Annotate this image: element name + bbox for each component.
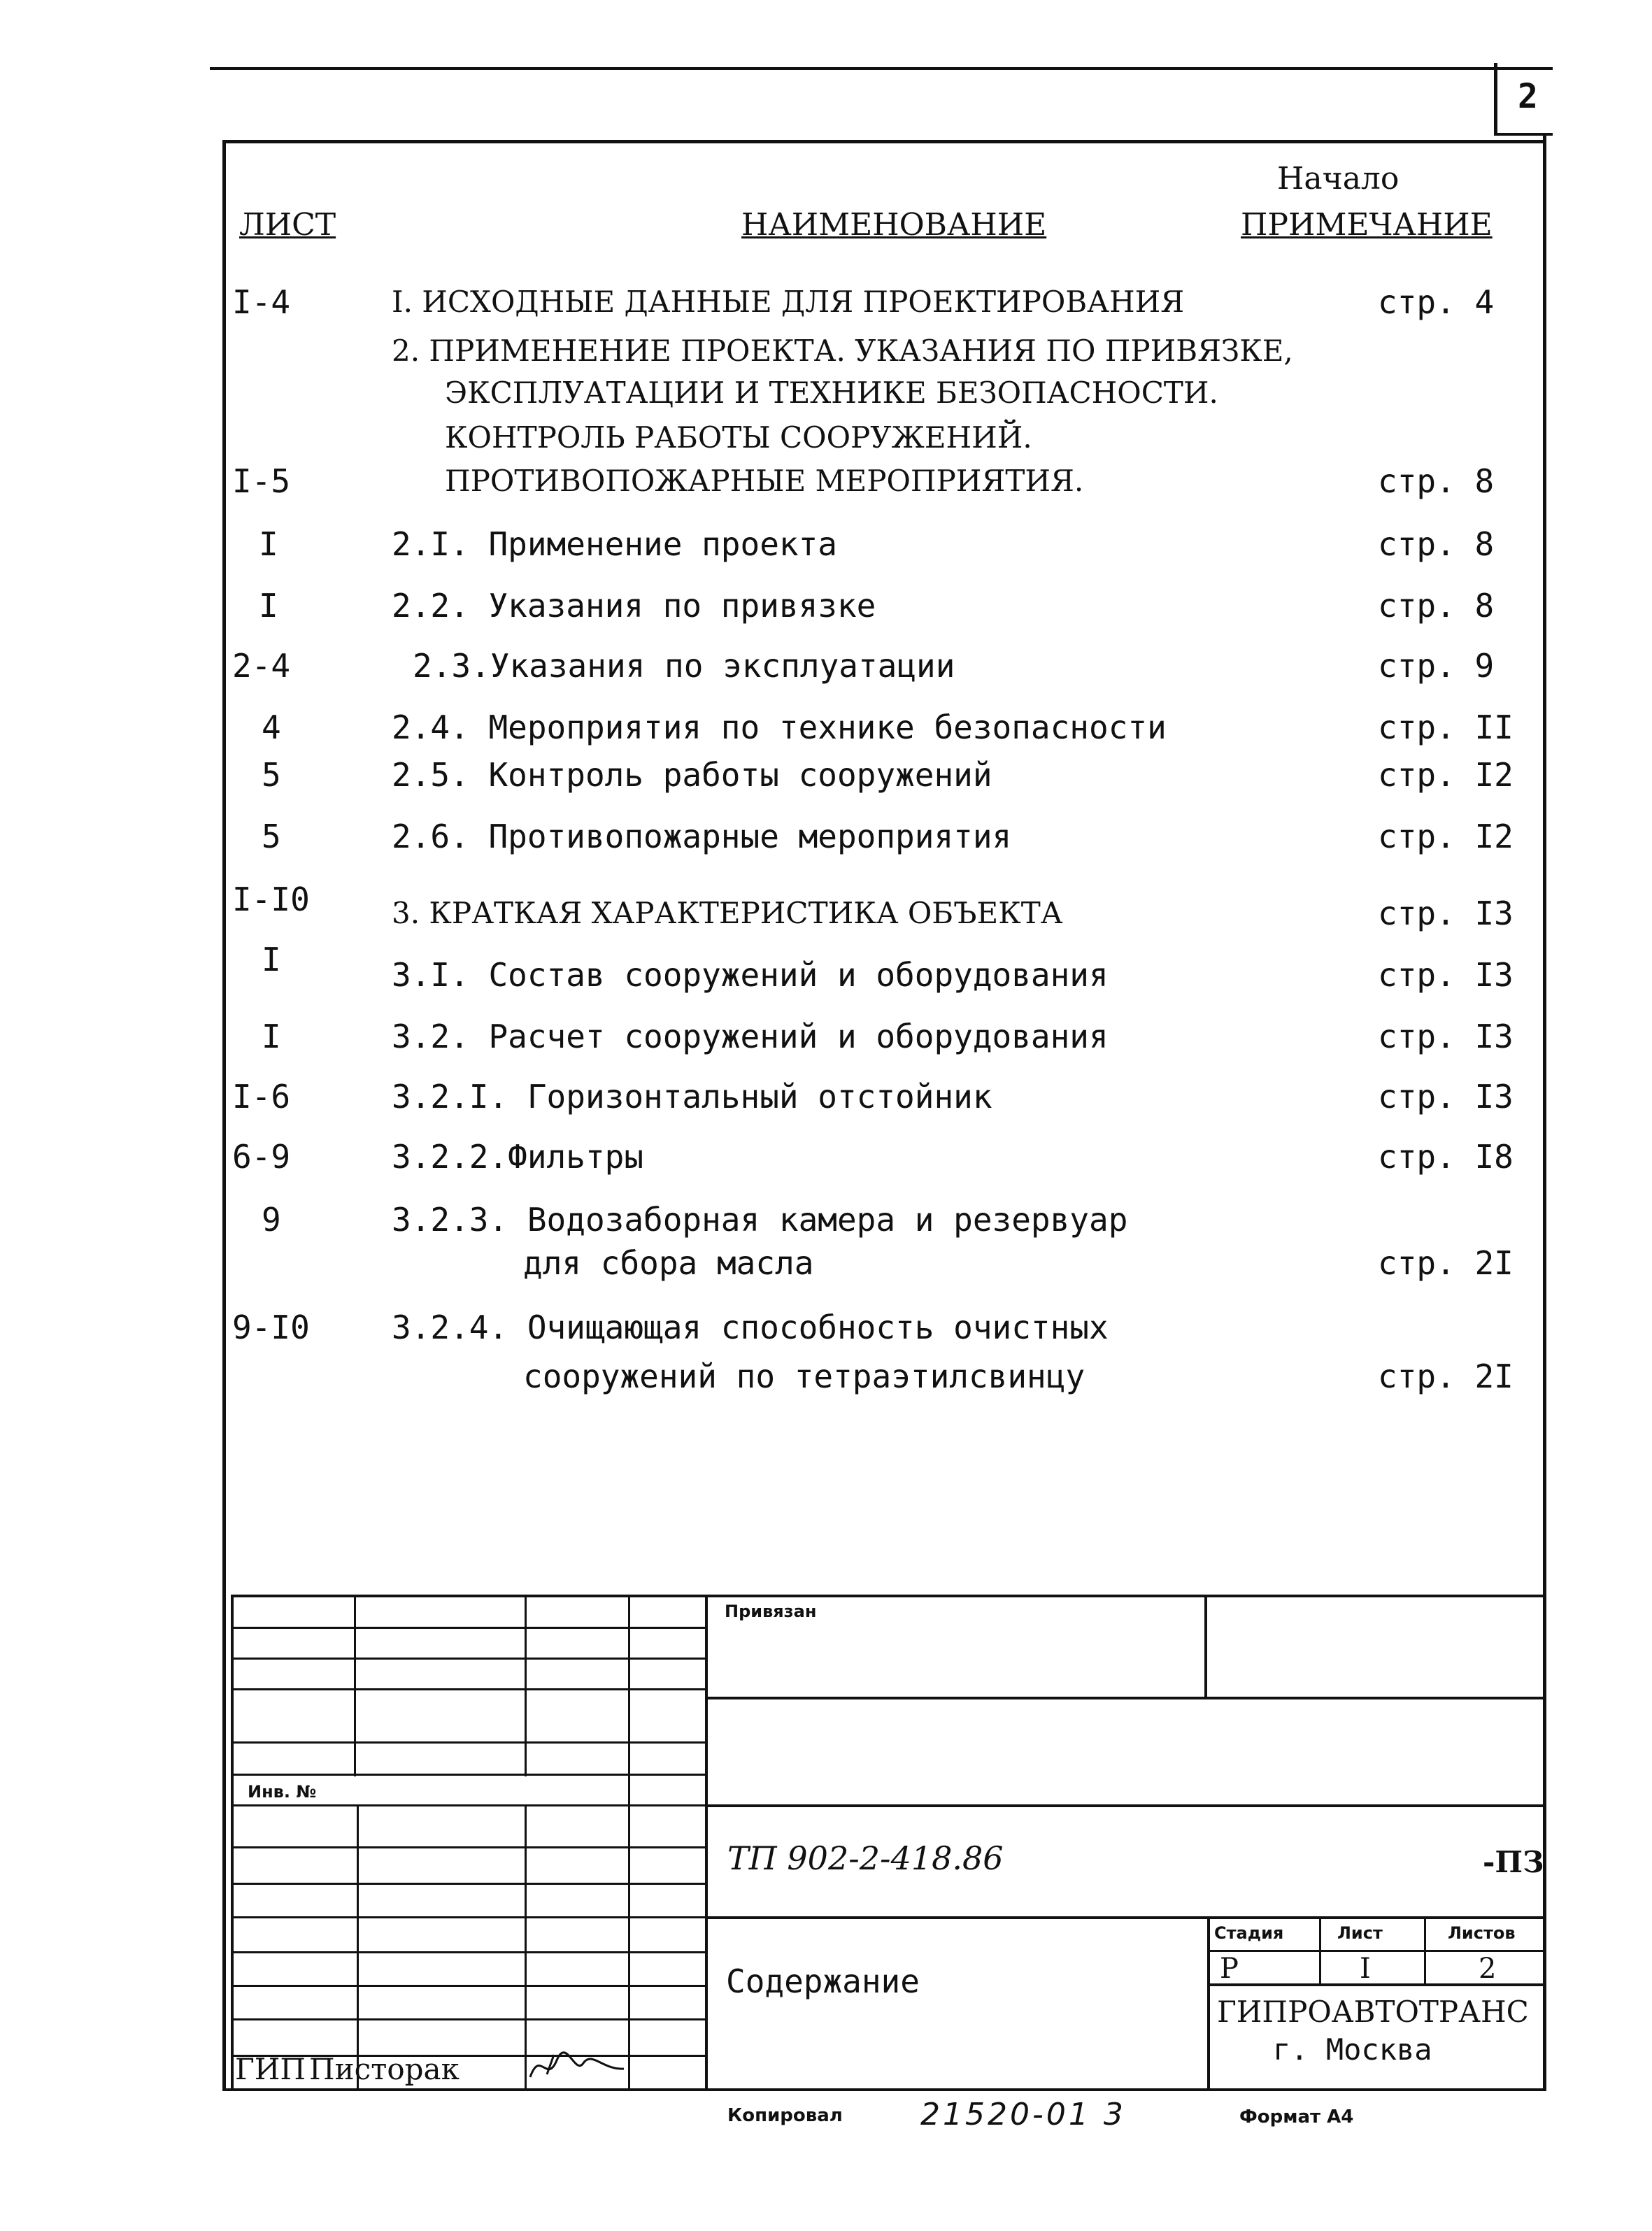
stamp-row <box>231 1627 706 1629</box>
info-divider <box>1207 1916 1210 2088</box>
entry-page: стр. I3 <box>1378 1078 1514 1116</box>
doc-suffix: -ПЗ <box>1483 1845 1544 1879</box>
col-sheet-header: ЛИСТ <box>239 207 336 243</box>
entry-page: стр. 8 <box>1378 587 1495 625</box>
top-rule <box>210 67 1553 70</box>
entry-sheet: 5 <box>262 756 281 794</box>
frame-top <box>222 140 1546 143</box>
title-top <box>706 1916 1546 1919</box>
entry-page: стр. 8 <box>1378 462 1495 500</box>
entry-page: стр. 2I <box>1378 1357 1514 1395</box>
col-start-label: Начало <box>1277 161 1400 197</box>
sheet-label: Лист <box>1337 1923 1383 1943</box>
entry-title: 2.5. Контроль работы сооружений <box>392 756 992 794</box>
stamp-row <box>231 1688 706 1690</box>
privyazan-bottom <box>706 1697 1546 1699</box>
stage-label: Стадия <box>1214 1923 1284 1943</box>
gip-name: Пиcторак <box>309 2052 460 2086</box>
doc-title: Содержание <box>726 1962 920 2000</box>
privyazan-label: Привязан <box>725 1602 817 1621</box>
entry-sheet: I-6 <box>232 1078 291 1116</box>
entry-title: 3.2.4. Очищающая способность очистных <box>392 1309 1109 1346</box>
col-name-header: НАИМЕНОВАНИЕ <box>741 207 1047 243</box>
entry-sheet: I <box>259 587 278 625</box>
entry-title: 2.I. Применение проекта <box>392 525 837 563</box>
entry-page: стр. I3 <box>1378 1018 1514 1055</box>
org-city: г. Москва <box>1273 2032 1432 2067</box>
stamp-col <box>525 1595 527 1776</box>
stage-value: Р <box>1220 1953 1239 1985</box>
stamp-top <box>231 1595 1546 1597</box>
entry-page: стр. 4 <box>1378 283 1495 321</box>
signature <box>526 2042 631 2084</box>
sheet-value: I <box>1360 1953 1371 1985</box>
entry-page: стр. II <box>1378 708 1514 746</box>
entry-page: стр. I2 <box>1378 756 1514 794</box>
doc-code: ТП 902-2-418.86 <box>727 1839 1004 1877</box>
entry-sheet: 4 <box>262 708 281 746</box>
stamp-row <box>231 2018 706 2020</box>
code-top <box>706 1804 1546 1807</box>
entry-title: 2. ПРИМЕНЕНИЕ ПРОЕКТА. УКАЗАНИЯ ПО ПРИВЯЗКЕ, <box>392 334 1293 368</box>
stamp-col <box>354 1595 356 1776</box>
page-number-box-left <box>1494 63 1497 136</box>
entry-sheet: I <box>262 941 281 978</box>
entry-sheet: I <box>259 525 278 563</box>
entry-title: 3.I. Состав сооружений и оборудования <box>392 956 1109 994</box>
privyazan-divider <box>1204 1595 1207 1698</box>
entry-page: стр. I8 <box>1378 1138 1514 1176</box>
stamp-row <box>231 1951 706 1953</box>
frame-bottom <box>222 2088 1546 2091</box>
entry-title: I. ИСХОДНЫЕ ДАННЫЕ ДЛЯ ПРОЕКТИРОВАНИЯ <box>392 285 1185 319</box>
frame-left <box>222 140 226 2091</box>
col-note-header: ПРИМЕЧАНИЕ <box>1241 207 1493 243</box>
entry-title: для сбора масла <box>523 1244 814 1282</box>
entry-sheet: 6-9 <box>232 1138 291 1176</box>
stamp-row <box>231 1916 706 1918</box>
entry-sheet: 2-4 <box>232 647 291 685</box>
stamp-row <box>231 1774 706 1776</box>
entry-title: ЭКСПЛУАТАЦИИ И ТЕХНИКЕ БЕЗОПАСНОСТИ. <box>445 376 1218 410</box>
stamp-row <box>231 1846 706 1848</box>
entry-page: стр. I3 <box>1378 956 1514 994</box>
entry-sheet: I <box>262 1018 281 1055</box>
stamp-row <box>231 1883 706 1885</box>
info-row <box>1207 1950 1546 1952</box>
entry-sheet: I-4 <box>232 283 291 321</box>
copied-label: Копировал <box>727 2105 843 2126</box>
entry-title: 3.2.I. Горизонтальный отстойник <box>392 1078 992 1116</box>
entry-title: 2.3.Указания по эксплуатации <box>413 647 955 685</box>
entry-sheet: 9-I0 <box>232 1309 310 1346</box>
sheets-label: Листов <box>1448 1923 1516 1943</box>
entry-title: 3.2.3. Водозаборная камера и резервуар <box>392 1201 1128 1239</box>
stamp-col <box>705 1595 708 2088</box>
copy-number: 21520-01 3 <box>920 2097 1126 2132</box>
inv-no-label: Инв. № <box>248 1782 317 1802</box>
format-label: Формат А4 <box>1239 2107 1354 2127</box>
entry-title: КОНТРОЛЬ РАБОТЫ СООРУЖЕНИЙ. <box>445 420 1032 455</box>
entry-sheet: I-5 <box>232 462 291 500</box>
entry-page: стр. 8 <box>1378 525 1495 563</box>
stamp-left <box>231 1595 234 2088</box>
entry-title: 2.6. Противопожарные мероприятия <box>392 818 1012 855</box>
entry-page: стр. 2I <box>1378 1244 1514 1282</box>
entry-sheet: 5 <box>262 818 281 855</box>
stamp-row <box>231 1804 706 1806</box>
gip-label: ГИП <box>235 2052 306 2086</box>
stamp-col <box>628 1595 630 2088</box>
entry-page: стр. 9 <box>1378 647 1495 685</box>
entry-title: 2.2. Указания по привязке <box>392 587 876 625</box>
stamp-row <box>231 1741 706 1744</box>
entry-sheet: I-I0 <box>232 881 310 918</box>
entry-title: 3.2. Расчет сооружений и оборудования <box>392 1018 1109 1055</box>
entry-title: сооружений по тетраэтилсвинцу <box>523 1357 1085 1395</box>
entry-page: стр. I2 <box>1378 818 1514 855</box>
page-number: 2 <box>1518 77 1538 116</box>
sheets-value: 2 <box>1479 1953 1497 1985</box>
stamp-row <box>231 1658 706 1660</box>
frame-right <box>1543 133 1546 2091</box>
org-name: ГИПРОАВТОТРАНС <box>1217 1995 1529 2029</box>
entry-page: стр. I3 <box>1378 894 1514 932</box>
stamp-row <box>231 1985 706 1987</box>
entry-title: ПРОТИВОПОЖАРНЫЕ МЕРОПРИЯТИЯ. <box>445 464 1084 498</box>
entry-title: 3. КРАТКАЯ ХАРАКТЕРИСТИКА ОБЪЕКТА <box>392 896 1063 930</box>
entry-title: 3.2.2.Фильтры <box>392 1138 644 1176</box>
entry-title: 2.4. Мероприятия по технике безопасности <box>392 708 1167 746</box>
entry-sheet: 9 <box>262 1201 281 1239</box>
